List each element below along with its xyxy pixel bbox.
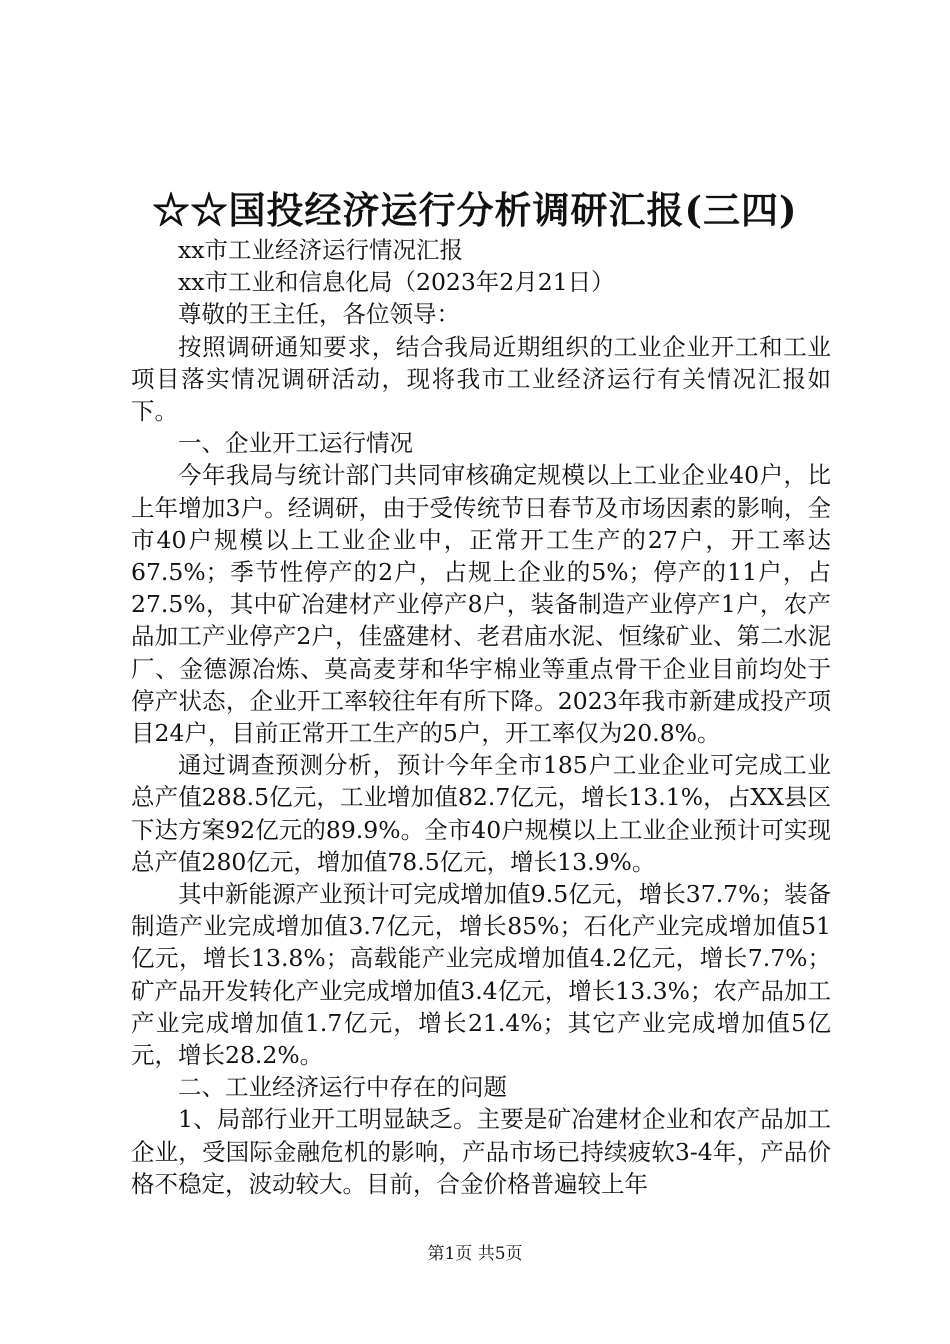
document-body (131, 234, 831, 1200)
report-issuer: xx市工业和信息化局（2023年2月21日） (178, 268, 615, 297)
report-subtitle: xx市工业经济运行情况汇报 (178, 236, 464, 264)
page-footer: 第1页 共5页 (427, 1244, 523, 1264)
section-heading-1: 一、企业开工运行情况 (178, 429, 413, 458)
intro-paragraph: 按照调研通知要求，结合我局近期组织的工业企业开工和工业项目落实情况调研活动，现将我市工业经济运行有关情况汇报如下。 (131, 332, 831, 426)
document-title: ☆☆国投经济运行分析调研汇报(三四) (152, 188, 798, 232)
section-heading-2: 二、工业经济运行中存在的问题 (178, 1073, 507, 1102)
body-paragraph: 1、局部行业开工明显缺乏。主要是矿冶建材企业和农产品加工企业，受国际金融危机的影响，产品市场已持续疲软3-4年，产品价格不稳定，波动较大。目前，合金价格普遍较上年 (131, 1105, 831, 1198)
salutation: 尊敬的王主任，各位领导： (178, 300, 460, 329)
body-paragraph: 通过调查预测分析，预计今年全市185户工业企业可完成工业总产值288.5亿元，工业增加值82.7亿元，增长13.1%，占XX县区下达方案92亿元的89.9%。全市40户规模以上工业企业预计可实现总产值280亿元，增加值78.5亿元，增长13.9%。 (131, 751, 831, 876)
body-paragraph: 其中新能源产业预计可完成增加值9.5亿元，增长37.7%；装备制造产业完成增加值3.7亿元，增长85%；石化产业完成增加值51亿元，增长13.8%；高载能产业完成增加值4.2亿元，增长7.7%；矿产品开发转化产业完成增加值3.4亿元，增长13.3%；农产品加工产业完成增加值1.7亿元，增长21.4%；其它产业完成增加值5亿元，增长28.2%。 (131, 880, 831, 1070)
body-paragraph: 今年我局与统计部门共同审核确定规模以上工业企业40户，比上年增加3户。经调研，由于受传统节日春节及市场因素的影响，全市40户规模以上工业企业中，正常开工生产的27户，开工率达67.5%；季节性停产的2户，占规上企业的5%；停产的11户，占27.5%，其中矿冶建材产业停产8户，装备制造产业停产1户，农产品加工产业停产2户，佳盛建材、老君庙水泥、恒缘矿业、第二水泥厂、金德源冶炼、莫高麦芽和华宇棉业等重点骨干企业目前均处于停产状态，企业开工率较往年有所下降。2023年我市新建成投产项目24户，目前正常开工生产的5户，开工率仅为20.8%。 (131, 461, 831, 748)
